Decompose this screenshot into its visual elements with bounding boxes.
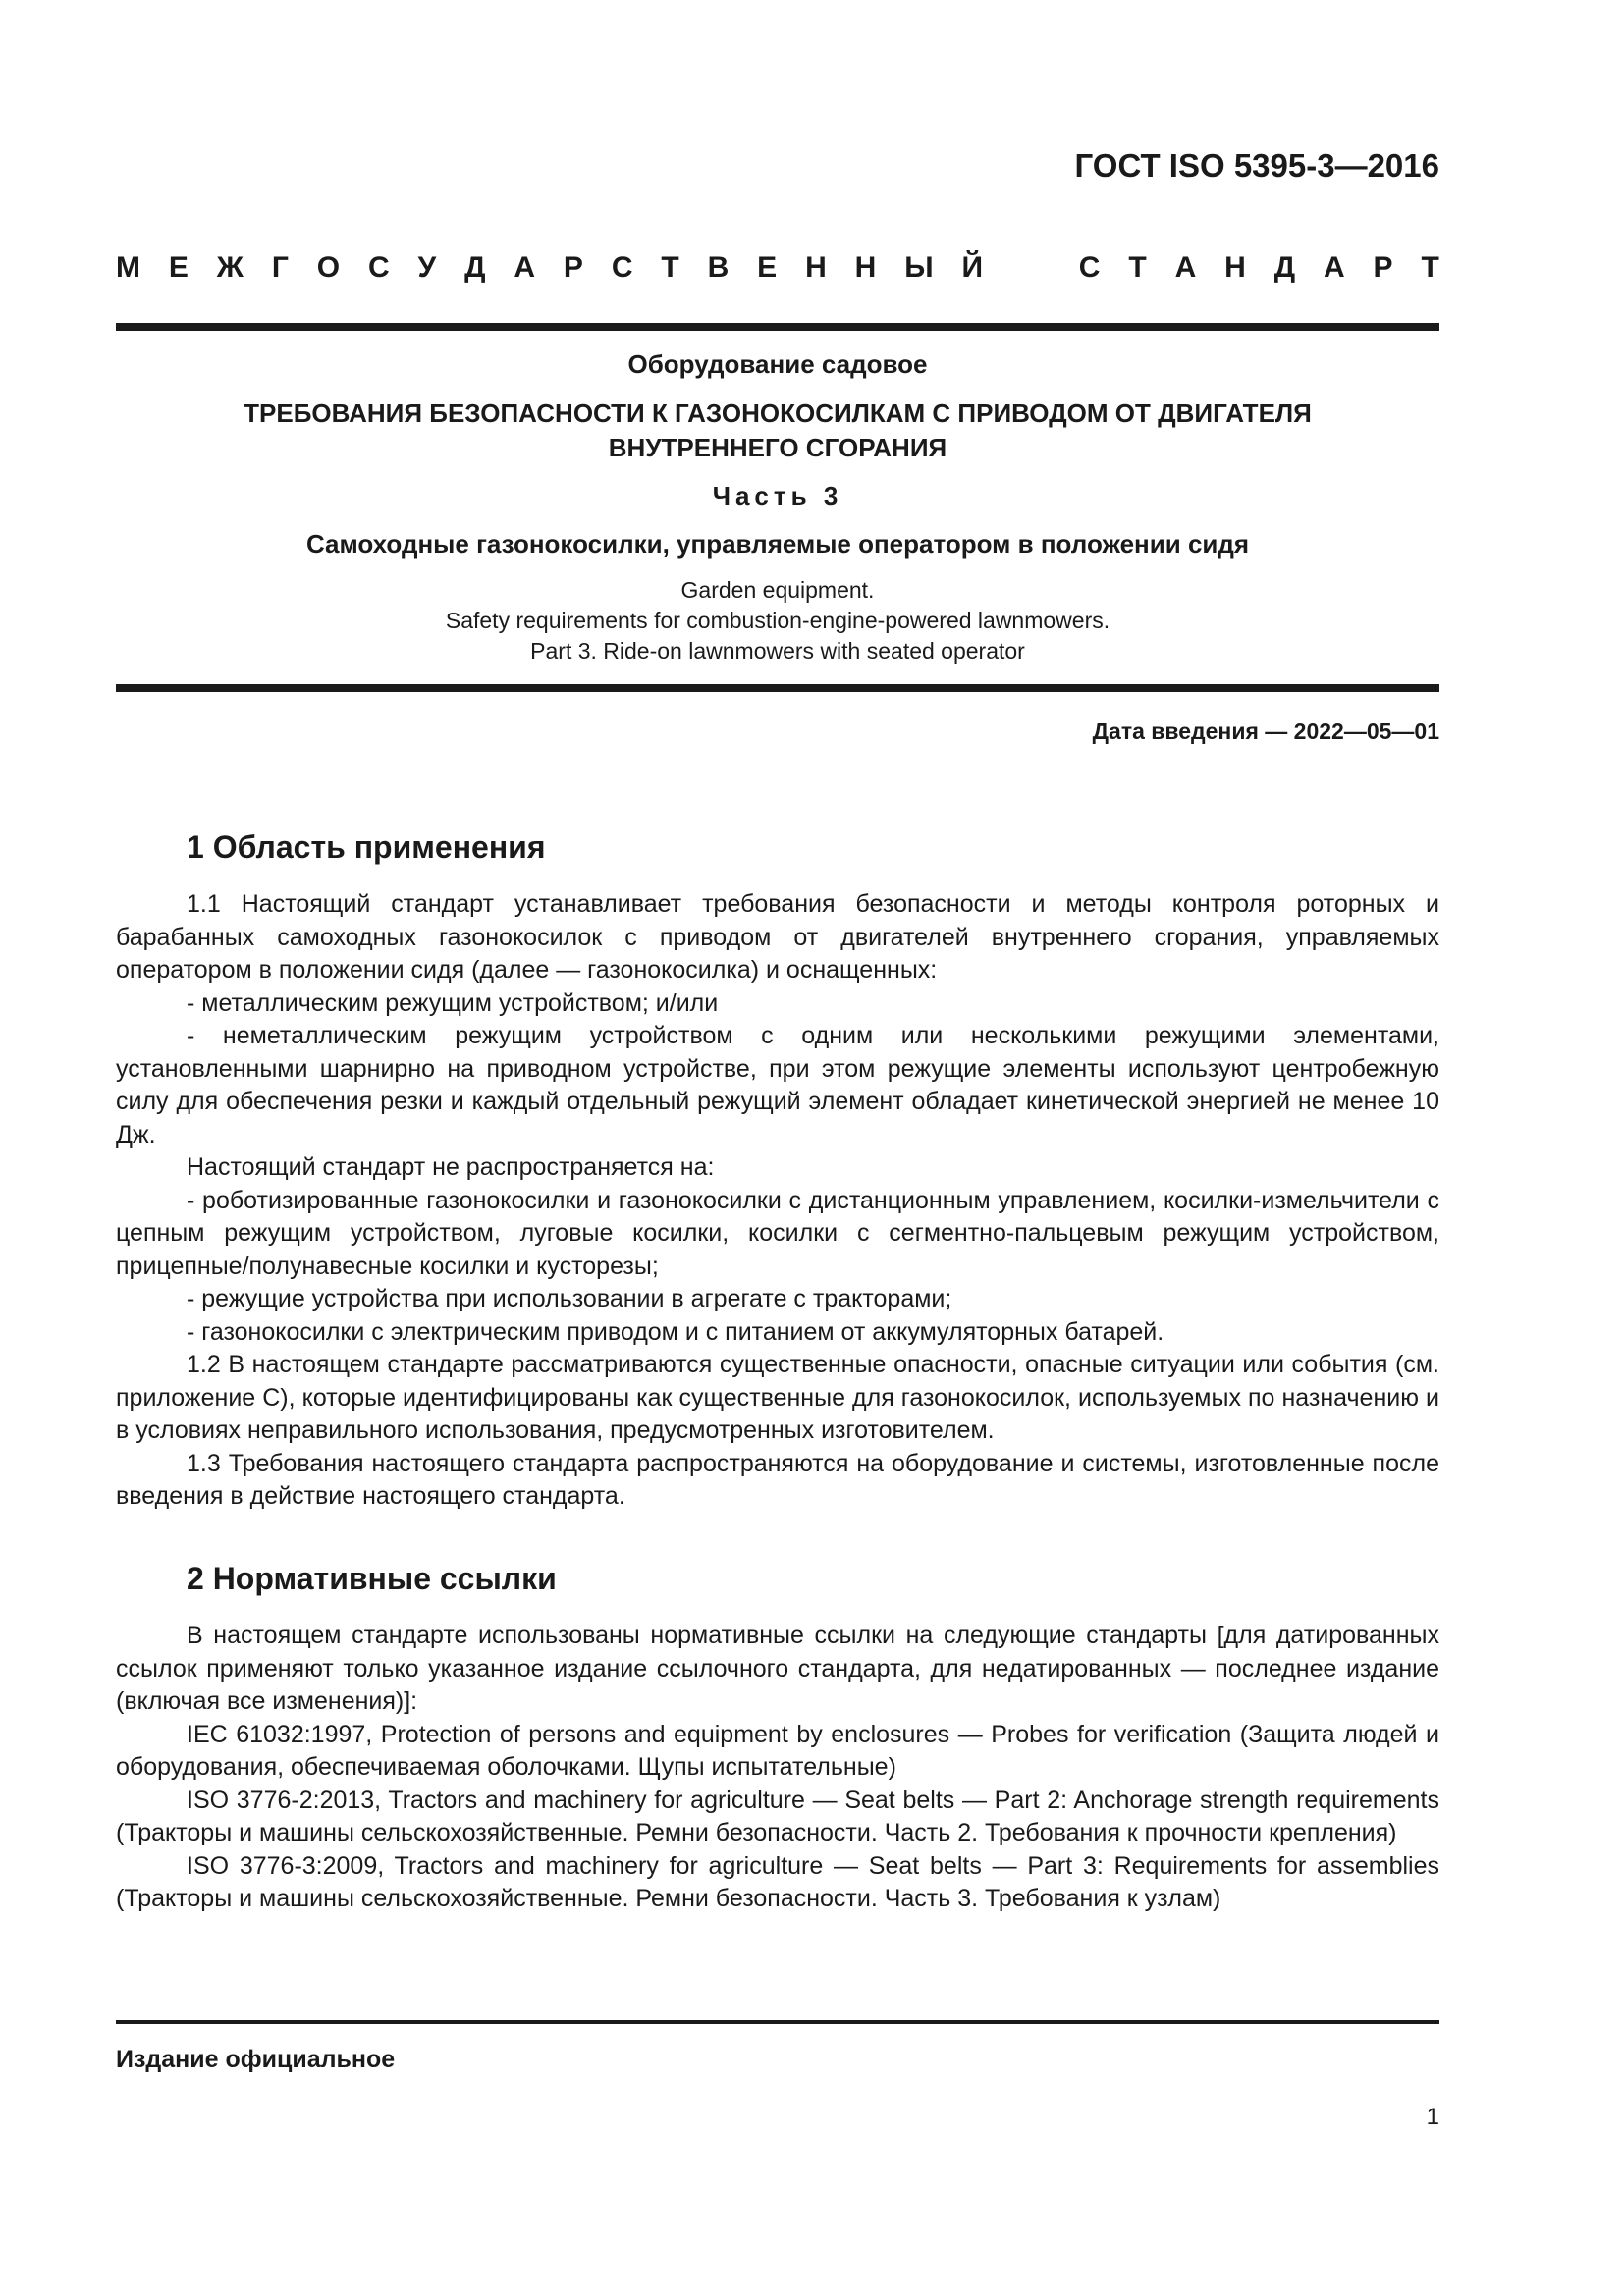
banner-letter: Д [464, 251, 486, 284]
banner-word-gap [1011, 251, 1051, 285]
document-number: ГОСТ ISO 5395-3—2016 [1074, 147, 1439, 184]
main-title-line2: ВНУТРЕННЕГО СГОРАНИЯ [608, 433, 947, 462]
reference-iso-3776-2: ISO 3776-2:2013, Tractors and machinery for agriculture — Seat belts — Part 2: Anchorage strength requirements (Тракторы и машины сельскохозяйственные. Ремни безопасности. Часть 2. Требования к прочности крепления) [116, 1786, 1439, 1846]
banner-letter: Н [805, 251, 827, 284]
paragraph-1-1: 1.1 Настоящий стандарт устанавливает требования безопасности и методы контроля роторных и барабанных самоходных газонокосилок с приводом от двигателей внутреннего сгорания, управляемых оператором в положении сидя (далее — газонокосилка) и оснащенных: [116, 890, 1439, 984]
banner-letter: Т [661, 251, 679, 284]
banner-letter: А [1174, 251, 1197, 284]
banner-letter: А [514, 251, 536, 284]
reference-iso-3776-3: ISO 3776-3:2009, Tractors and machinery for agriculture — Seat belts — Part 3: Requirements for assemblies (Тракторы и машины сельскохозяйственные. Ремни безопасности. Часть 3. Требования к узлам) [116, 1851, 1439, 1912]
banner-letter: А [1323, 251, 1345, 284]
section-2-body [116, 1620, 1439, 1916]
list-item-robotic: - роботизированные газонокосилки и газонокосилки с дистанционным управлением, косилки-измельчители с цепным режущим устройством, луговые косилки, косилки с сегментно-пальцевым режущим устройством, прицепные/полунавесные косилки и кусторезы; [116, 1186, 1439, 1280]
banner-letter: С [1078, 251, 1101, 284]
banner-letter: Д [1273, 251, 1296, 284]
part-title: Самоходные газонокосилки, управляемые оператором в положении сидя [305, 529, 1250, 559]
banner-letter: Н [854, 251, 877, 284]
list-item-electric: - газонокосилки с электрическим приводом и с питанием от аккумуляторных батарей. [187, 1317, 1164, 1346]
banner-letter: Т [1128, 251, 1147, 284]
banner-letter: В [707, 251, 730, 284]
section-2-heading: 2 Нормативные ссылки [187, 1561, 557, 1596]
paragraph-1-3: 1.3 Требования настоящего стандарта распространяются на оборудование и системы, изготовленные после введения в действие настоящего стандарта. [116, 1449, 1439, 1510]
banner-letter: Е [168, 251, 189, 284]
english-title [116, 575, 1439, 667]
top-divider [116, 323, 1439, 331]
banner-letter: М [116, 251, 140, 284]
banner-letter: Н [1224, 251, 1246, 284]
interstate-standard-banner [116, 251, 1439, 285]
footer-divider [116, 2020, 1439, 2024]
list-item-tractor-units: - режущие устройства при использовании в агрегате с тракторами; [187, 1285, 952, 1312]
list-item-metal-cutting: - металлическим режущим устройством; и/или [187, 988, 719, 1017]
banner-letter: Р [563, 251, 583, 284]
reference-iec-61032: IEC 61032:1997, Protection of persons and equipment by enclosures — Probes for verification (Защита людей и оборудования, обеспечиваемая оболочками. Щупы испытательные) [116, 1720, 1439, 1781]
banner-letter: Й [961, 251, 984, 284]
subject-title: Оборудование садовое [627, 349, 928, 379]
banner-letter: Р [1373, 251, 1393, 284]
banner-letter: С [611, 251, 633, 284]
title-divider [116, 684, 1439, 692]
section-1-heading: 1 Область применения [187, 829, 546, 865]
english-title-line1: Garden equipment. [680, 577, 875, 603]
banner-letter: Е [757, 251, 778, 284]
banner-letter: С [367, 251, 390, 284]
part-label: Часть 3 [712, 481, 843, 510]
list-item-nonmetal-cutting: - неметаллическим режущим устройством с одним или несколькими режущими элементами, установленными шарнирно на приводном устройстве, при этом режущие элементы используют центробежную силу для обеспечения резки и каждый отдельный режущий элемент обладает кинетической энергией не менее 10 Дж. [116, 1022, 1439, 1148]
introduction-date: Дата введения — 2022—05—01 [1092, 719, 1439, 744]
banner-letter: Т [1421, 251, 1439, 284]
banner-letter: О [316, 251, 341, 284]
paragraph-not-applicable: Настоящий стандарт не распространяется на: [187, 1153, 715, 1181]
banner-letter: Г [271, 251, 289, 284]
banner-letter: Ж [216, 251, 244, 284]
banner-letter: У [417, 251, 437, 284]
page-number: 1 [1426, 2104, 1439, 2130]
official-edition-label: Издание официальное [116, 2046, 396, 2073]
main-title-line1: ТРЕБОВАНИЯ БЕЗОПАСНОСТИ К ГАЗОНОКОСИЛКАМ С ПРИВОДОМ ОТ ДВИГАТЕЛЯ [244, 399, 1312, 428]
paragraph-2-intro: В настоящем стандарте использованы нормативные ссылки на следующие стандарты [для датированных ссылок применяют только указанное издание ссылочного стандарта, для недатированных — последнее издание (включая все изменения)]: [116, 1622, 1439, 1715]
section-1-body [116, 888, 1439, 1514]
paragraph-1-2: 1.2 В настоящем стандарте рассматриваются существенные опасности, опасные ситуации или события (см. приложение С), которые идентифицированы как существенные для газонокосилок, используемых по назначению и в условиях неправильного использования, предусмотренных изготовителем. [116, 1351, 1439, 1444]
english-title-line3: Part 3. Ride-on lawnmowers with seated operator [530, 638, 1025, 664]
banner-letter: Ы [904, 251, 934, 284]
english-title-line2: Safety requirements for combustion-engine-powered lawnmowers. [445, 608, 1110, 633]
main-title [116, 397, 1439, 465]
